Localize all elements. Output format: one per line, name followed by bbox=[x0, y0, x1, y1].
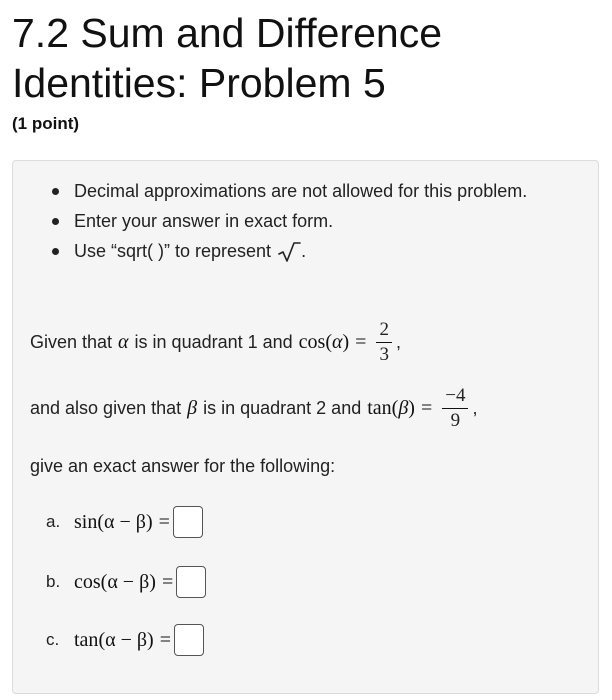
instruction-text: Decimal approximations are not allowed for this problem. bbox=[74, 181, 528, 201]
punctuation: , bbox=[395, 332, 401, 352]
part-label: a. bbox=[46, 512, 61, 531]
instruction-text: Enter your answer in exact form. bbox=[74, 211, 334, 231]
given-alpha-line bbox=[30, 318, 401, 367]
given-beta-prefix: and also given that bbox=[30, 398, 182, 418]
instruction-suffix: . bbox=[301, 241, 307, 261]
bullet-icon bbox=[52, 218, 59, 225]
fraction-numerator: 2 bbox=[376, 318, 392, 343]
instruction-text: Use “sqrt( )” to represent bbox=[74, 241, 272, 261]
bullet-icon bbox=[52, 188, 59, 195]
tan-beta-expression: tan(β) bbox=[367, 397, 415, 419]
fraction-denominator: 9 bbox=[450, 410, 461, 431]
equals-sign: = bbox=[158, 510, 170, 533]
answer-input-c[interactable] bbox=[174, 624, 204, 656]
cos-difference-expression: cos(α − β) bbox=[74, 570, 156, 593]
bullet-icon bbox=[52, 248, 59, 255]
part-label: b. bbox=[46, 572, 61, 591]
instruction-item bbox=[42, 176, 542, 206]
part-c bbox=[46, 624, 204, 656]
equals-sign: = bbox=[355, 331, 367, 353]
punctuation: , bbox=[472, 398, 478, 418]
equals-sign: = bbox=[159, 628, 171, 651]
instruction-item bbox=[42, 236, 542, 266]
sin-difference-expression: sin(α − β) bbox=[74, 510, 153, 533]
equals-sign: = bbox=[161, 570, 174, 593]
instruction-item bbox=[42, 206, 542, 236]
answer-input-b[interactable] bbox=[176, 566, 206, 598]
fraction-denominator: 3 bbox=[379, 344, 389, 365]
given-beta-line bbox=[30, 384, 477, 433]
given-alpha-prefix: Given that bbox=[30, 332, 113, 352]
cos-alpha-expression: cos(α) bbox=[298, 331, 350, 353]
tan-beta-fraction bbox=[442, 384, 468, 433]
prompt-text: give an exact answer for the following: bbox=[30, 456, 336, 476]
equals-sign: = bbox=[420, 397, 433, 419]
square-root-symbol-icon bbox=[277, 241, 301, 263]
instructions-list bbox=[42, 176, 542, 266]
beta-symbol: β bbox=[187, 397, 198, 419]
alpha-symbol: α bbox=[118, 331, 129, 353]
given-beta-middle: is in quadrant 2 and bbox=[203, 398, 362, 418]
answer-input-a[interactable] bbox=[173, 506, 203, 538]
page-title: 7.2 Sum and Difference Identities: Problem 5 bbox=[12, 10, 442, 106]
cos-alpha-fraction bbox=[376, 318, 392, 367]
points-label: (1 point) bbox=[12, 114, 80, 133]
tan-difference-expression: tan(α − β) bbox=[74, 628, 154, 651]
part-a bbox=[46, 506, 203, 538]
fraction-numerator: −4 bbox=[442, 384, 468, 409]
part-label: c. bbox=[46, 630, 60, 649]
part-b bbox=[46, 566, 206, 598]
given-alpha-middle: is in quadrant 1 and bbox=[134, 332, 293, 352]
